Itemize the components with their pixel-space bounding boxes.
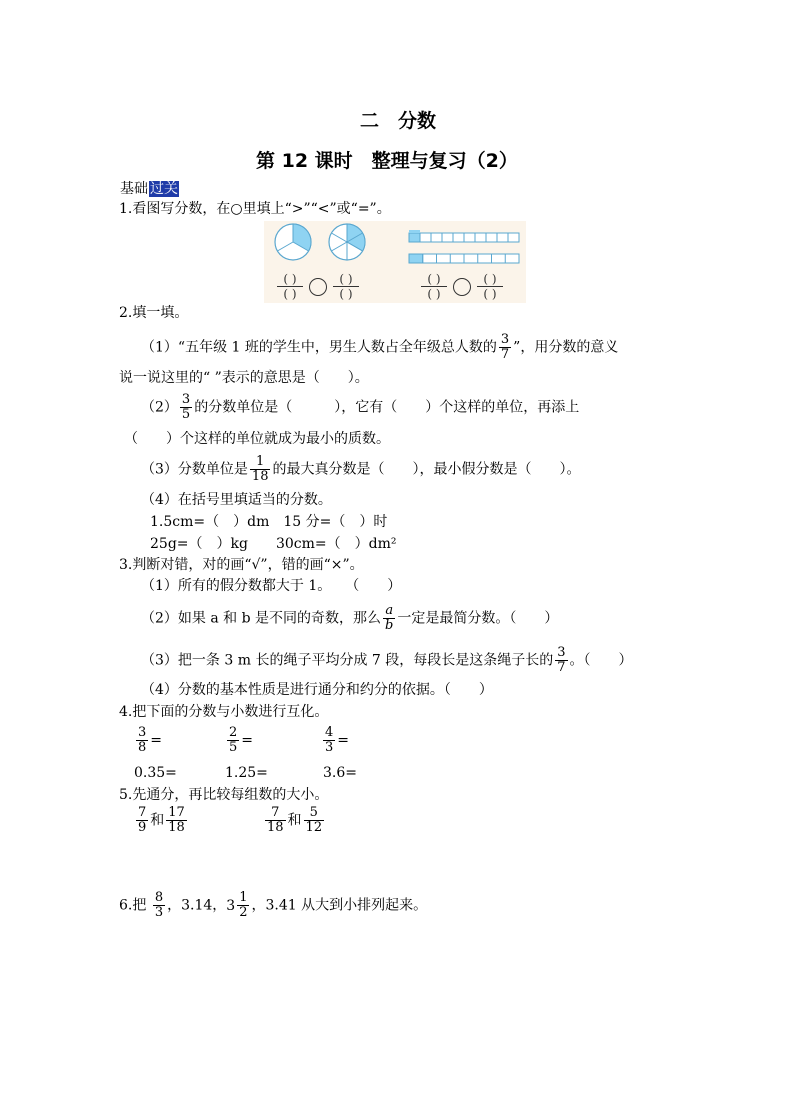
- q3-item2: （2）如果 a 和 b 是不同的奇数，那么 $\frac{a}{b}$ 一定是最简分数。（ ）: [141, 603, 559, 633]
- unit-title: 二 分数: [360, 110, 437, 132]
- answer-fraction-blank[interactable]: $\frac{( )}{( )}$: [421, 273, 447, 300]
- q2-item2-cont: （ ）个这样的单位就成为最小的质数。: [124, 431, 390, 447]
- q3-title: 3.判断对错，对的画“√”，错的画“×”。: [119, 557, 364, 573]
- circle-two-sixths: [329, 224, 365, 260]
- fraction: $\frac{4}{3}$: [325, 725, 334, 755]
- bar-one-tenth: [409, 230, 519, 242]
- section-badge-part2: 过关: [150, 181, 178, 197]
- fraction: $\frac{7}{9}$: [138, 805, 147, 835]
- q4-decimal-2: 1.25=: [225, 765, 268, 781]
- bar-one-eighth: [409, 254, 519, 263]
- q2-title: 2.填一填。: [119, 305, 189, 321]
- q2-item4: （4）在括号里填适当的分数。: [141, 492, 332, 508]
- q2-item2: （2） $\frac{3}{5}$ 的分数单位是（ ），它有（ ）个这样的单位，再添上: [141, 392, 580, 422]
- fraction: $\frac{3}{8}$: [138, 725, 147, 755]
- q3-item4: （4）分数的基本性质是进行通分和约分的依据。（ ）: [141, 682, 493, 698]
- q3-item1: （1）所有的假分数都大于 1。 （ ）: [141, 578, 402, 594]
- fraction: $\frac{3}{7}$: [500, 332, 510, 362]
- q5-group-1: $\frac{7}{9}$ 和 $\frac{17}{18}$: [138, 805, 185, 835]
- compare-circle-blank[interactable]: [453, 278, 471, 296]
- q2-item3: （3）分数单位是 $\frac{1}{18}$ 的最大真分数是（ ），最小假分数是（ ）。: [141, 454, 581, 484]
- fraction: $\frac{17}{18}$: [168, 805, 185, 835]
- fraction: $\frac{3}{7}$: [557, 645, 566, 675]
- q4-decimal-3: 3.6=: [323, 765, 357, 781]
- lesson-title: 第 12 课时 整理与复习（2）: [256, 150, 518, 172]
- q4-title: 4.把下面的分数与小数进行互化。: [119, 704, 329, 720]
- q2-item4-line2: 25g=（ ）kg 30cm=（ ）dm²: [150, 536, 397, 552]
- q4-frac-2: $\frac{2}{5}$ =: [229, 725, 254, 755]
- q6-text: 6.把 $\frac{8}{3}$ ，3.14， 3 $\frac{1}{2}$ ，3.41 从大到小排列起来。: [119, 890, 428, 920]
- answer-fraction-blank[interactable]: $\frac{( )}{( )}$: [333, 273, 359, 300]
- q2-item4-line1: 1.5cm=（ ）dm 15 分=（ ）时: [150, 514, 388, 530]
- compare-circle-blank[interactable]: [309, 278, 327, 296]
- fraction: $\frac{a}{b}$: [385, 603, 394, 633]
- q3-item3: （3）把一条 3 m 长的绳子平均分成 7 段，每段长是这条绳子长的 $\frac{3}{7}$ 。（ ）: [141, 645, 633, 675]
- q1-compare-left: [277, 273, 359, 300]
- q5-title: 5.先通分，再比较每组数的大小。: [119, 787, 329, 803]
- answer-fraction-blank[interactable]: $\frac{( )}{( )}$: [477, 273, 503, 300]
- fraction: $\frac{7}{18}$: [267, 805, 284, 835]
- q4-frac-3: $\frac{4}{3}$ =: [325, 725, 350, 755]
- q1-text: 1.看图写分数，在○里填上“>”“<”或“=”。: [119, 201, 391, 217]
- fraction: $\frac{2}{5}$: [229, 725, 238, 755]
- q4-frac-1: $\frac{3}{8}$ =: [138, 725, 163, 755]
- section-badge: [119, 180, 179, 198]
- answer-fraction-blank[interactable]: $\frac{( )}{( )}$: [277, 273, 303, 300]
- q2-item1-cont: 说一说这里的“ ”表示的意思是（ ）。: [119, 370, 369, 386]
- q4-decimal-1: 0.35=: [134, 765, 177, 781]
- circle-one-third: [275, 224, 311, 260]
- fraction: $\frac{3}{5}$: [181, 392, 191, 422]
- fraction: $\frac{8}{3}$: [154, 890, 164, 920]
- q1-compare-right: [421, 273, 503, 300]
- fraction: $\frac{5}{12}$: [305, 805, 323, 835]
- fraction: $\frac{1}{2}$: [239, 890, 248, 920]
- fraction: $\frac{1}{18}$: [251, 454, 269, 484]
- mixed-number: 3 $\frac{1}{2}$: [226, 890, 248, 920]
- section-badge-part1: 基础: [120, 181, 148, 197]
- q2-item1: （1）“五年级 1 班的学生中，男生人数占全年级总人数的 $\frac{3}{7}$ ”，用分数的意义: [141, 332, 619, 362]
- q5-group-2: $\frac{7}{18}$ 和 $\frac{5}{12}$: [267, 805, 323, 835]
